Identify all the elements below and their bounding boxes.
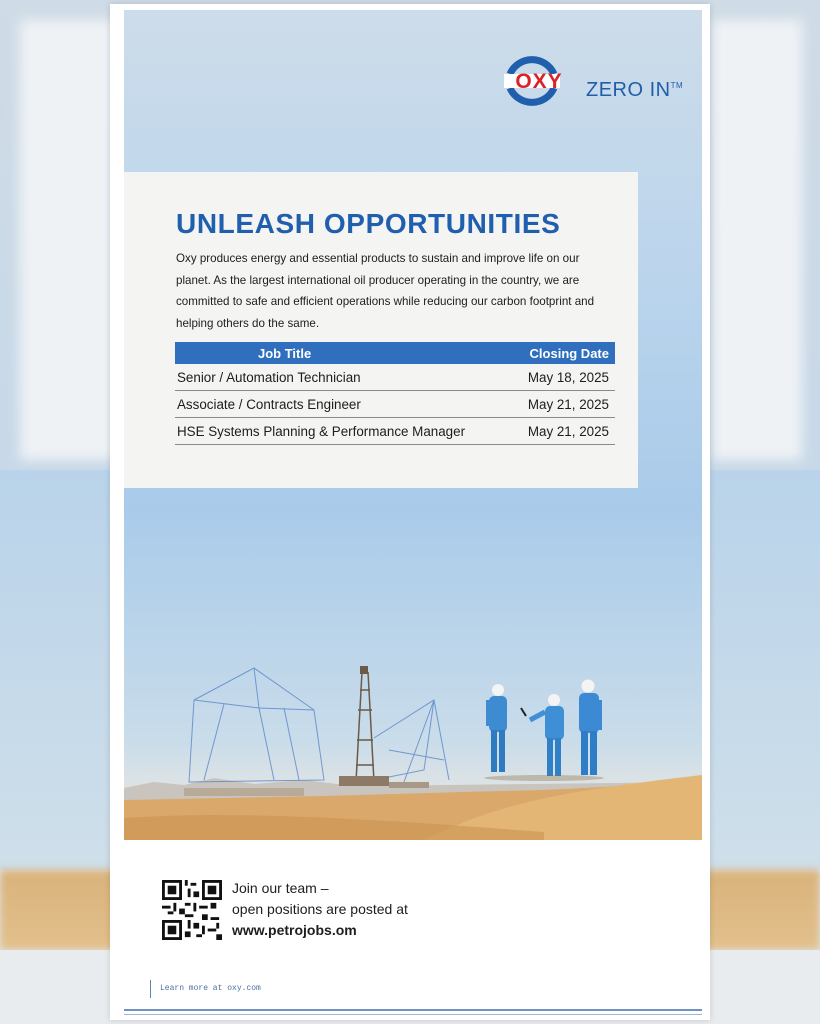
oxy-logo <box>506 54 686 134</box>
header-closing-date: Closing Date <box>513 342 615 364</box>
footer-text <box>232 878 408 941</box>
table-row <box>175 391 615 418</box>
footer-rule-thin <box>124 1014 702 1015</box>
hero-image <box>124 10 702 840</box>
closing-date-cell: May 21, 2025 <box>513 418 615 445</box>
intro-paragraph: Oxy produces energy and essential products to sustain and improve life on our planet. As the largest international oil producer operating in the country, we are committed to safe and efficient operations while reducing our carbon footprint and helping others do the same. <box>176 252 595 330</box>
jobs-table <box>175 342 615 445</box>
footer-line-2: open positions are posted at <box>232 901 408 917</box>
content-card <box>124 172 638 488</box>
job-title-cell: Associate / Contracts Engineer <box>175 391 513 418</box>
footer-rule <box>124 1009 702 1011</box>
logo-oxy-text: OXY <box>515 70 563 93</box>
logo-tagline: ZERO IN™ <box>586 79 684 101</box>
learn-more-link[interactable]: Learn more at oxy.com <box>150 980 261 998</box>
petrojobs-link[interactable]: www.petrojobs.om <box>232 922 357 938</box>
closing-date-cell: May 18, 2025 <box>513 364 615 391</box>
table-row <box>175 418 615 445</box>
headline: UNLEASH OPPORTUNITIES <box>176 208 561 239</box>
footer-line-1: Join our team – <box>232 880 329 896</box>
closing-date-cell: May 21, 2025 <box>513 391 615 418</box>
job-ad-poster <box>110 4 710 1020</box>
header-job-title: Job Title <box>175 342 513 364</box>
jobs-table-header <box>175 342 615 364</box>
oil-rig-desert-workers-photo <box>124 650 702 840</box>
table-row <box>175 364 615 391</box>
trademark-mark: TM <box>670 81 684 90</box>
qr-code-icon[interactable] <box>162 880 222 940</box>
job-title-cell: Senior / Automation Technician <box>175 364 513 391</box>
job-title-cell: HSE Systems Planning & Performance Manager <box>175 418 513 445</box>
